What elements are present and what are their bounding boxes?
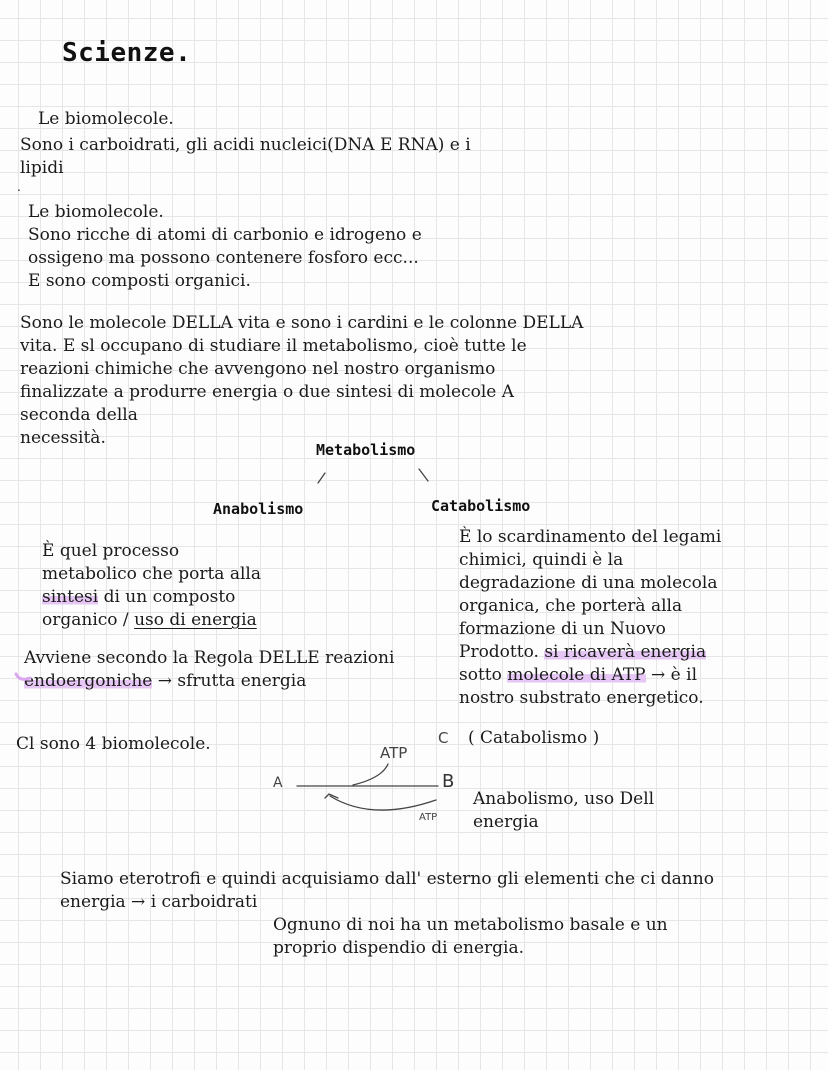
anabolism-line-2: metabolico che porta alla <box>42 564 261 584</box>
highlight-si-ricavera-energia: si ricaverà energia <box>544 642 707 662</box>
biomolecule-count: Cl sono 4 biomolecole. <box>16 734 211 754</box>
intro-line-1: Sono i carboidrati, gli acidi nucleici(DNA E RNA) e i <box>20 135 471 155</box>
catabolism-line-8: nostro substrato energetico. <box>459 688 704 708</box>
paragraph-line-5: seconda della <box>20 405 138 425</box>
catabolism-line-3: degradazione di una molecola <box>459 573 718 593</box>
anabolism-rule-line-1: Avviene secondo la Regola DELLE reazioni <box>24 648 395 668</box>
intro-line-2: lipidi <box>20 158 64 178</box>
catabolism-line-4: organica, che porterà alla <box>459 596 683 616</box>
branch-line-right <box>419 469 428 481</box>
paragraph-line-4: finalizzate a produrre energia o due sintesi di molecole A <box>20 382 515 402</box>
branch-line-left <box>318 473 325 483</box>
anabolism-direction-line-2: energia <box>473 812 539 832</box>
reactant-a-label: A <box>273 775 283 791</box>
anabolism-line-1: È quel processo <box>42 541 180 561</box>
closing-line-4: proprio dispendio di energia. <box>273 938 524 958</box>
diagram-branch-catabolismo: Catabolismo <box>431 497 531 515</box>
product-b-label: B <box>442 771 455 792</box>
catabolism-line-2: chimici, quindi è la <box>459 550 624 570</box>
closing-line-1: Siamo eterotrofi e quindi acquisiamo dall' esterno gli elementi che ci danno <box>60 869 714 889</box>
section2-line-2: ossigeno ma possono contenere fosforo ecc... <box>28 248 419 268</box>
atp-bottom-label: ATP <box>419 812 438 823</box>
catabolism-line-5: formazione di un Nuovo <box>459 619 666 639</box>
closing-line-2: energia → i carboidrati <box>60 892 258 912</box>
diagram-branch-anabolismo: Anabolismo <box>213 500 304 518</box>
section2-line-3: E sono composti organici. <box>28 271 251 291</box>
highlight-tail-mark <box>16 674 30 679</box>
catabolism-line-7: sotto molecole di ATP → è il <box>459 665 698 685</box>
highlight-sintesi: sintesi <box>42 587 99 607</box>
catabolism-c-label: C <box>438 729 449 747</box>
underline-uso-di-energia: uso di energia <box>134 610 257 630</box>
anabolism-rule-line-2: endoergoniche → sfrutta energia <box>24 671 307 691</box>
paragraph-line-6: necessità. <box>20 428 106 448</box>
catabolism-line-1: È lo scardinamento del legami <box>459 527 722 547</box>
atp-curve-top <box>353 764 388 785</box>
anabolism-direction-line-1: Anabolismo, uso Dell <box>473 789 655 809</box>
highlight-endoergoniche: endoergoniche <box>24 671 153 691</box>
paragraph-line-2: vita. E sl occupano di studiare il metabolismo, cioè tutte le <box>20 336 527 356</box>
anabolism-line-4: organico / uso di energia <box>42 610 257 630</box>
closing-line-3: Ognuno di noi ha un metabolismo basale e un <box>273 915 668 935</box>
paragraph-line-1: Sono le molecole DELLA vita e sono i cardini e le colonne DELLA <box>20 313 584 333</box>
catabolism-direction-label: ( Catabolismo ) <box>468 728 600 748</box>
atp-top-label: ATP <box>380 744 408 762</box>
bullet-dot: . <box>17 180 21 194</box>
section2-heading: Le biomolecole. <box>28 202 164 222</box>
section2-line-1: Sono ricche di atomi di carbonio e idrogeno e <box>28 225 422 245</box>
intro-heading: Le biomolecole. <box>38 109 174 129</box>
page-title: Scienze. <box>62 38 192 68</box>
anabolism-line-3: sintesi di un composto <box>42 587 236 607</box>
highlight-molecole-di-atp: molecole di ATP <box>507 665 646 685</box>
paragraph-line-3: reazioni chimiche che avvengono nel nostro organismo <box>20 359 496 379</box>
atp-curve-bottom <box>330 796 436 810</box>
diagram-root-metabolismo: Metabolismo <box>316 441 416 459</box>
catabolism-line-6: Prodotto. si ricaverà energia <box>459 642 707 662</box>
